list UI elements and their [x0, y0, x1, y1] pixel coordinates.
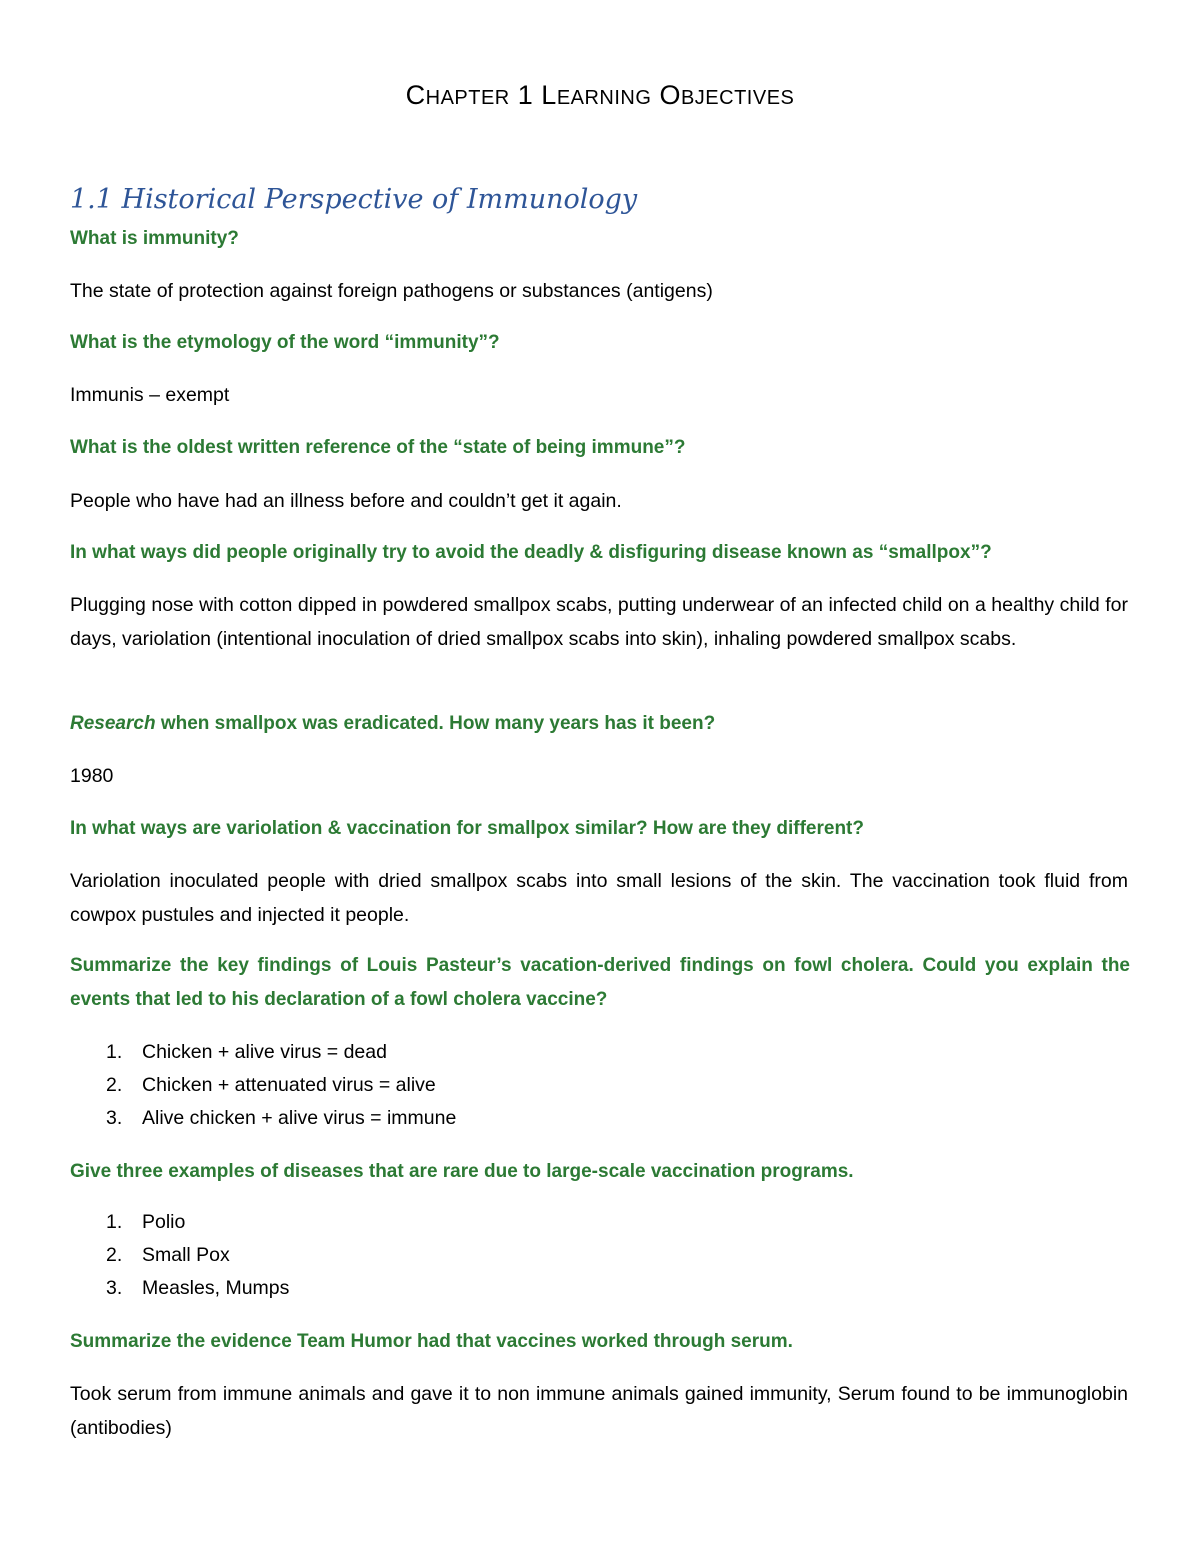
list-number: 2.	[106, 1074, 123, 1096]
list-item	[70, 1239, 289, 1272]
title-letter: O	[651, 80, 681, 110]
list-text: Measles, Mumps	[142, 1277, 290, 1299]
question-3: What is the oldest written reference of the “state of being immune”?	[70, 437, 686, 458]
question-8: Give three examples of diseases that are rare due to large-scale vaccination programs.	[70, 1161, 854, 1182]
title-letter: C	[405, 80, 426, 110]
pasteur-findings-list	[70, 1036, 456, 1135]
list-number: 3.	[106, 1277, 123, 1299]
answer-1: The state of protection against foreign pathogens or substances (antigens)	[70, 280, 713, 302]
list-item	[70, 1102, 456, 1135]
answer-2: Immunis – exempt	[70, 384, 230, 406]
list-text: Chicken + alive virus = dead	[142, 1041, 387, 1063]
question-5	[70, 707, 1130, 741]
chapter-title	[0, 80, 1200, 111]
list-item	[70, 1272, 289, 1305]
title-word: BJECTIVES	[680, 87, 795, 109]
list-text: Alive chicken + alive virus = immune	[142, 1107, 457, 1129]
list-text: Polio	[142, 1211, 186, 1233]
title-word: HAPTER	[425, 87, 510, 109]
question-5-emphasis: Research	[70, 713, 156, 734]
title-word: EARNING	[556, 87, 652, 109]
question-5-rest: when smallpox was eradicated. How many years has it been?	[155, 713, 716, 734]
list-item	[70, 1036, 456, 1069]
answer-6: Variolation inoculated people with dried smallpox scabs into small lesions of the skin. The vaccination took fluid from cowpox pustules and injected it people.	[70, 870, 1128, 926]
section-heading: 1.1 Historical Perspective of Immunology	[70, 184, 638, 215]
question-2: What is the etymology of the word “immunity”?	[70, 332, 500, 353]
answer-4: Plugging nose with cotton dipped in powdered smallpox scabs, putting underwear of an infected child on a healthy child for days, variolation (intentional inoculation of dried smallpox scabs into skin), inhaling powdered smallpox scabs.	[70, 594, 1128, 650]
title-number: 1	[509, 80, 542, 110]
list-number: 1.	[106, 1211, 123, 1233]
question-6: In what ways are variolation & vaccination for smallpox similar? How are they different?	[70, 818, 864, 839]
list-item	[70, 1069, 456, 1102]
title-letter: L	[541, 80, 557, 110]
list-number: 1.	[106, 1041, 123, 1063]
answer-3: People who have had an illness before and couldn’t get it again.	[70, 490, 622, 512]
question-4: In what ways did people originally try to avoid the deadly & disfiguring disease known as “smallpox”?	[70, 542, 992, 563]
list-text: Small Pox	[142, 1244, 230, 1266]
question-9: Summarize the evidence Team Humor had that vaccines worked through serum.	[70, 1331, 793, 1352]
question-7: Summarize the key findings of Louis Pasteur’s vacation-derived findings on fowl cholera. Could you explain the events that led to his declaration of a fowl cholera vaccine?	[70, 955, 1130, 1010]
answer-5: 1980	[70, 765, 114, 787]
list-number: 3.	[106, 1107, 123, 1129]
diseases-list	[70, 1206, 289, 1305]
list-text: Chicken + attenuated virus = alive	[142, 1074, 436, 1096]
question-1: What is immunity?	[70, 228, 239, 249]
list-number: 2.	[106, 1244, 123, 1266]
answer-9: Took serum from immune animals and gave it to non immune animals gained immunity, Serum found to be immunoglobin (antibodies)	[70, 1383, 1128, 1439]
list-item	[70, 1206, 289, 1239]
